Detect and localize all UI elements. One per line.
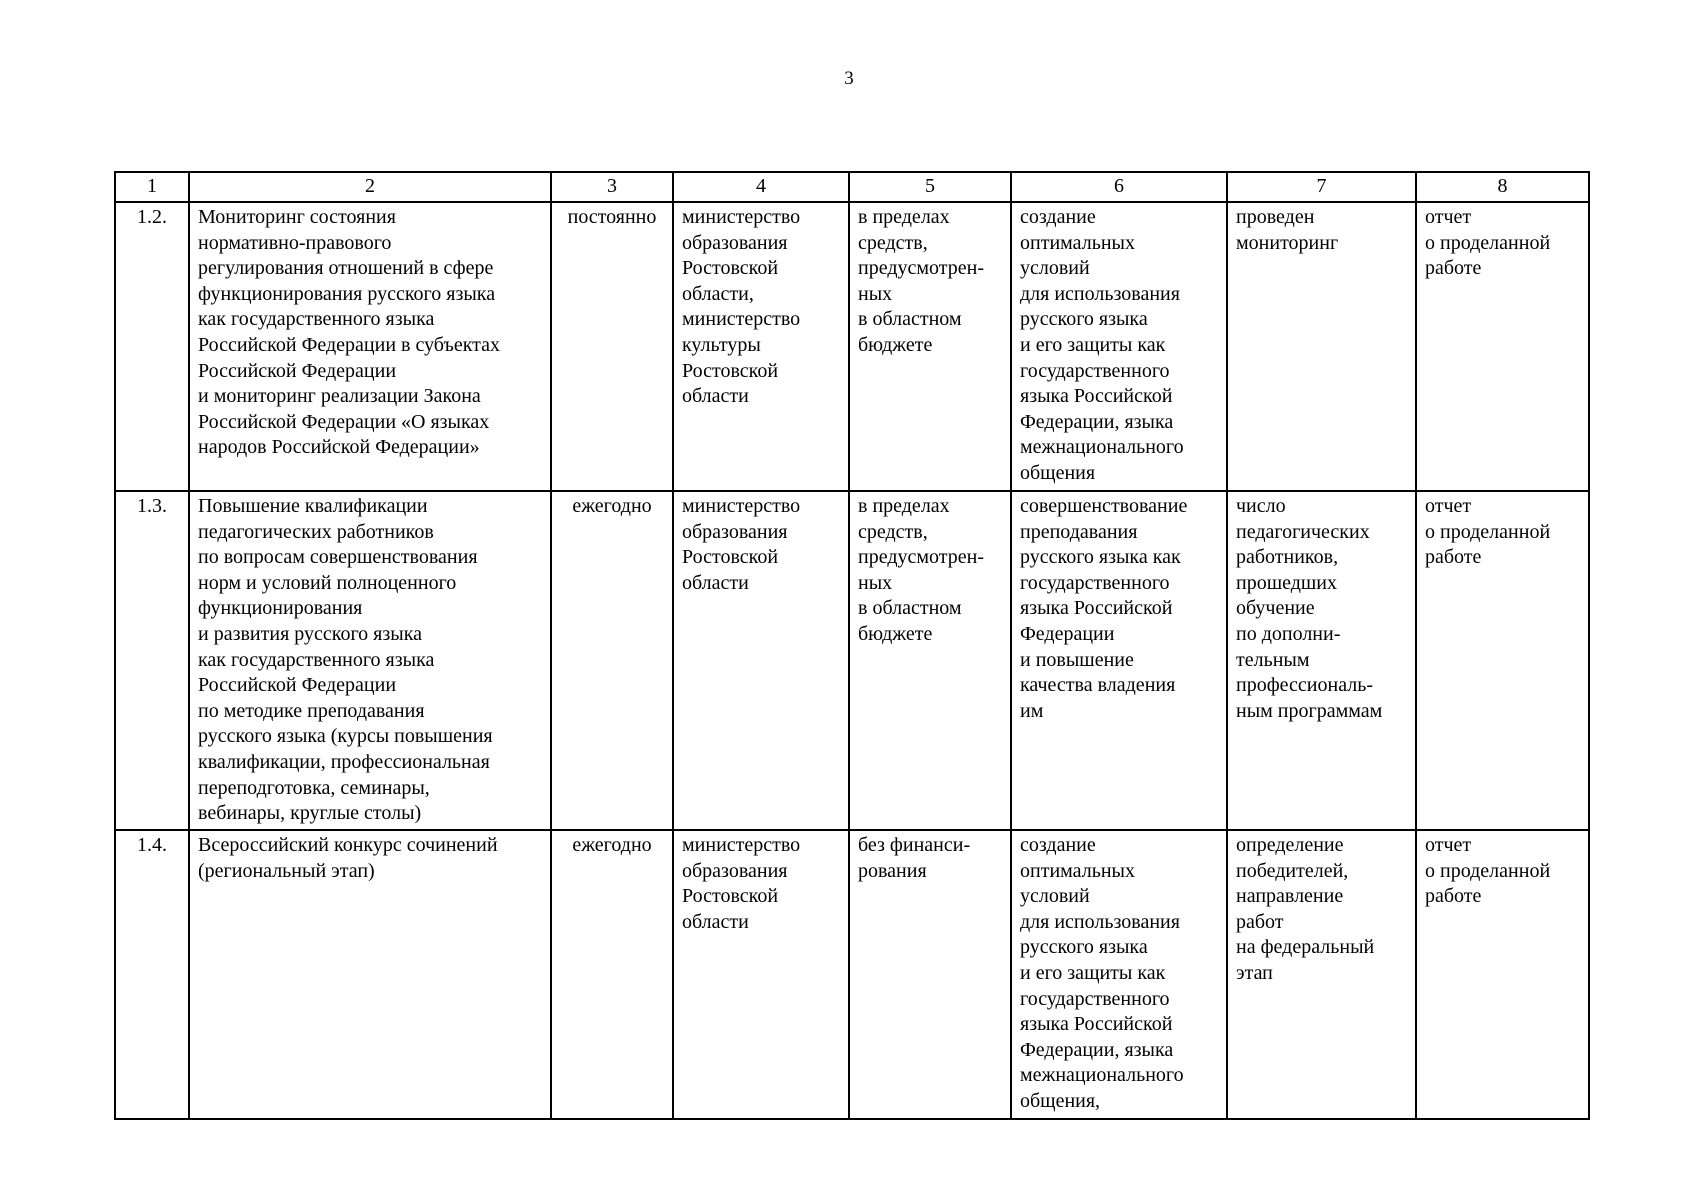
expected-result: проведен мониторинг bbox=[1227, 202, 1416, 491]
header-row bbox=[115, 172, 1589, 202]
column-header: 6 bbox=[1011, 172, 1227, 202]
table-row bbox=[115, 830, 1589, 1119]
event-goal: совершенствование преподавания русского языка как государственного языка Российской Федерации и повышение качества владения им bbox=[1011, 491, 1227, 830]
event-name: Повышение квалификации педагогических работников по вопросам совершенствования норм и условий полноценного функционирования и развития русского языка как государственного языка Российской Федерации по методике преподавания русского языка (курсы повышения квалификации, профессиональная переподготовка, семинары, вебинары, круглые столы) bbox=[189, 491, 551, 830]
event-goal: создание оптимальных условий для использования русского языка и его защиты как государственного языка Российской Федерации, языка межнационального общения bbox=[1011, 202, 1227, 491]
funding-source: в пределах средств, предусмотрен- ных в областном бюджете bbox=[849, 202, 1011, 491]
plan-table bbox=[114, 171, 1590, 1120]
page-number: 3 bbox=[844, 68, 854, 89]
event-name: Всероссийский конкурс сочинений (региональный этап) bbox=[189, 830, 551, 1119]
column-header: 5 bbox=[849, 172, 1011, 202]
funding-source: без финанси- рования bbox=[849, 830, 1011, 1119]
table-row bbox=[115, 202, 1589, 491]
event-goal: создание оптимальных условий для использования русского языка и его защиты как государственного языка Российской Федерации, языка межнационального общения, bbox=[1011, 830, 1227, 1119]
report-form: отчет о проделанной работе bbox=[1416, 830, 1589, 1119]
report-form: отчет о проделанной работе bbox=[1416, 491, 1589, 830]
report-form: отчет о проделанной работе bbox=[1416, 202, 1589, 491]
event-name: Мониторинг состояния нормативно-правового регулирования отношений в сфере функционирования русского языка как государственного языка Российской Федерации в субъектах Российской Федерации и мониторинг реализации Закона Российской Федерации «О языках народов Российской Федерации» bbox=[189, 202, 551, 491]
column-header: 8 bbox=[1416, 172, 1589, 202]
expected-result: определение победителей, направление работ на федеральный этап bbox=[1227, 830, 1416, 1119]
table-row bbox=[115, 491, 1589, 830]
responsible-executor: министерство образования Ростовской области bbox=[673, 491, 849, 830]
expected-result: число педагогических работников, прошедших обучение по дополни- тельным профессиональ- ным программам bbox=[1227, 491, 1416, 830]
responsible-executor: министерство образования Ростовской области bbox=[673, 830, 849, 1119]
item-number: 1.2. bbox=[115, 202, 189, 491]
event-period: ежегодно bbox=[551, 830, 673, 1119]
event-period: ежегодно bbox=[551, 491, 673, 830]
column-header: 3 bbox=[551, 172, 673, 202]
item-number: 1.3. bbox=[115, 491, 189, 830]
column-header: 4 bbox=[673, 172, 849, 202]
responsible-executor: министерство образования Ростовской области, министерство культуры Ростовской области bbox=[673, 202, 849, 491]
funding-source: в пределах средств, предусмотрен- ных в областном бюджете bbox=[849, 491, 1011, 830]
event-period: постоянно bbox=[551, 202, 673, 491]
item-number: 1.4. bbox=[115, 830, 189, 1119]
column-header: 2 bbox=[189, 172, 551, 202]
column-header: 1 bbox=[115, 172, 189, 202]
column-header: 7 bbox=[1227, 172, 1416, 202]
